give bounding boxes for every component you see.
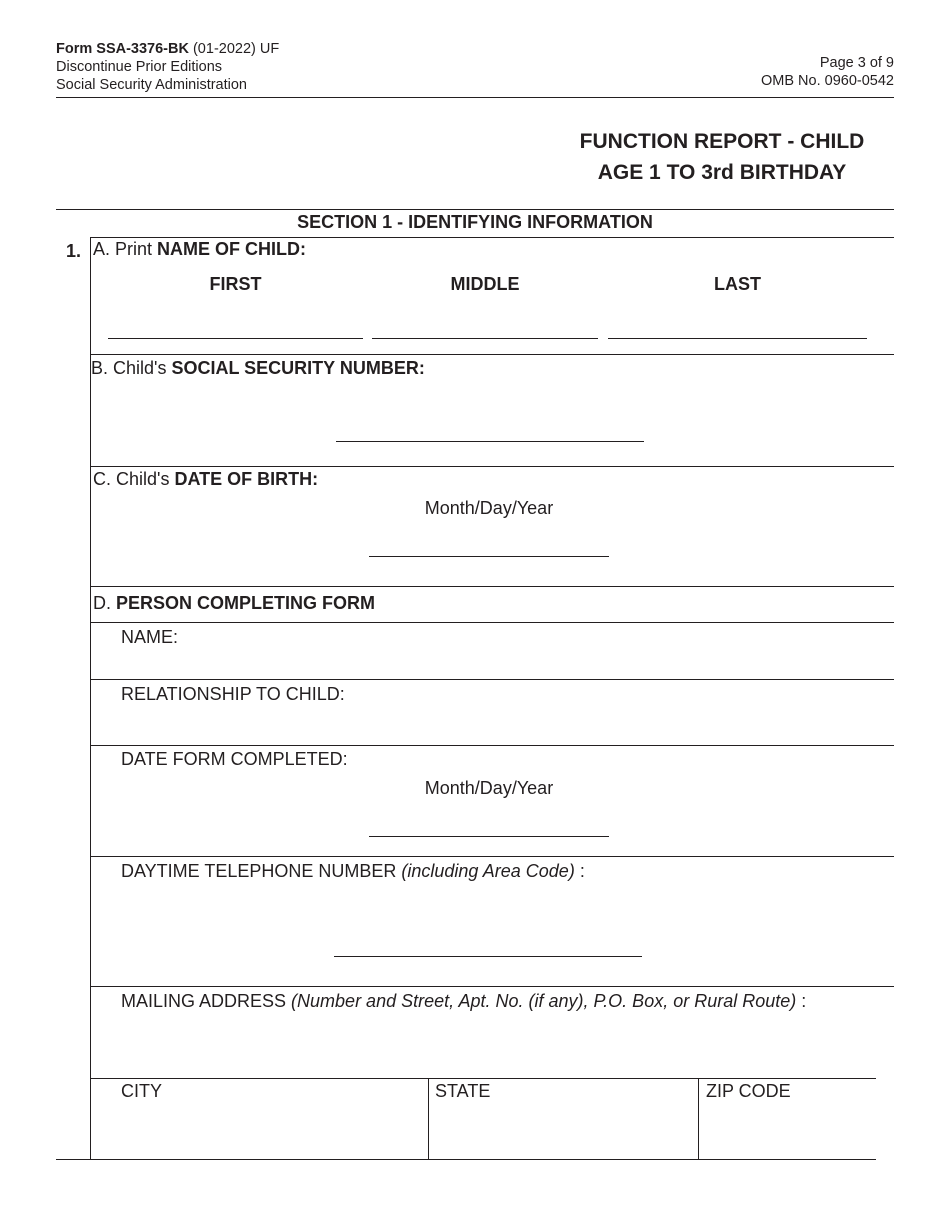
rule-after-completer-name [90,679,894,680]
zip-label: ZIP CODE [706,1081,791,1101]
date-completed-label: DATE FORM COMPLETED: [121,749,348,769]
page-info-block [761,54,894,90]
city-field[interactable] [91,1104,427,1159]
dob-format-hint: Month/Day/Year [424,498,554,518]
mailing-address-suffix: : [796,991,807,1011]
dob-field[interactable] [369,556,609,557]
ssn-label [91,359,425,377]
state-label: STATE [435,1081,491,1101]
dob-label [93,470,318,488]
person-completing-label [93,594,375,612]
date-completed-format-hint: Month/Day/Year [424,778,554,798]
person-completing-prefix: D. [93,593,117,613]
ssn-prefix: B. Child's [91,358,172,378]
rule-after-relationship [90,745,894,746]
form-date: (01-2022) UF [188,41,280,57]
header-rule [56,97,894,98]
rule-after-name [90,354,894,355]
last-name-field[interactable] [608,338,867,339]
form-number: Form SSA-3376-BK [56,41,189,57]
relationship-label: RELATIONSHIP TO CHILD: [121,684,345,704]
person-completing-title: PERSON COMPLETING FORM [116,593,376,613]
middle-name-header: MIDDLE [450,274,520,294]
rule-after-phone [90,986,894,987]
form-title-line1: FUNCTION REPORT - CHILD [579,130,865,153]
name-of-child-title: NAME OF CHILD: [157,239,307,259]
section-top-rule [56,209,894,210]
city-label: CITY [121,1081,163,1101]
omb-number: OMB No. 0960-0542 [761,73,894,89]
mailing-address-title: MAILING ADDRESS [121,991,292,1011]
phone-note: (including Area Code) [401,861,575,881]
agency-name: Social Security Administration [56,77,247,93]
mailing-address-field[interactable] [90,1012,876,1078]
dob-prefix: C. Child's [93,469,175,489]
completer-name-label: NAME: [121,627,179,647]
rule-above-city-state-zip [90,1078,876,1079]
first-name-field[interactable] [108,338,363,339]
ssn-field[interactable] [336,441,644,442]
rule-after-ssn [90,466,894,467]
item-number: 1. [66,241,82,261]
phone-label [121,862,585,880]
mailing-address-note: (Number and Street, Apt. No. (if any), P.O. Box, or Rural Route) [291,991,797,1011]
discontinue-note: Discontinue Prior Editions [56,59,223,75]
phone-field[interactable] [334,956,642,957]
name-of-child-label [93,240,306,258]
last-name-header: LAST [714,274,761,294]
form-title [560,126,884,188]
name-of-child-prefix: A. Print [93,239,158,259]
rule-after-person-heading [90,622,894,623]
form-title-line2: AGE 1 TO 3rd BIRTHDAY [597,161,847,184]
page-number: Page 3 of 9 [819,55,894,71]
phone-suffix: : [574,861,585,881]
middle-name-field[interactable] [372,338,598,339]
date-completed-field[interactable] [369,836,609,837]
rule-after-dob [90,586,894,587]
section-heading: SECTION 1 - IDENTIFYING INFORMATION [297,212,653,232]
form-bottom-rule [56,1159,876,1160]
phone-title: DAYTIME TELEPHONE NUMBER [121,861,402,881]
dob-title: DATE OF BIRTH: [174,469,319,489]
form-id-block [56,40,279,94]
state-field[interactable] [429,1104,697,1159]
section-bottom-rule [90,237,894,238]
zip-field[interactable] [699,1104,875,1159]
first-name-header: FIRST [209,274,262,294]
mailing-address-label [121,992,806,1010]
ssn-title: SOCIAL SECURITY NUMBER: [171,358,425,378]
rule-after-date-completed [90,856,894,857]
form-number-line [56,40,279,58]
